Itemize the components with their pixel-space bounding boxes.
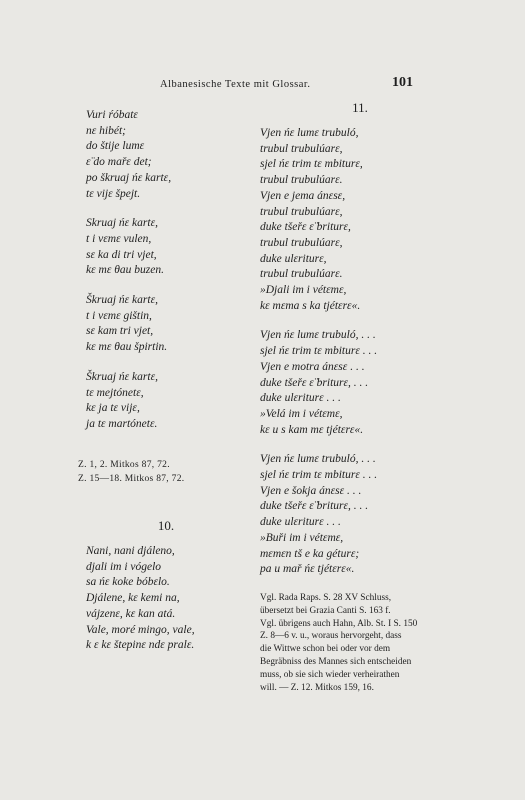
poem-line: vájzenε, kε kan atá. [86,607,176,620]
running-header: Albanesische Texte mit Glossar. [160,79,311,90]
footnote-line: Z. 8—6 v. u., woraus hervorgeht, dass [260,631,402,642]
footnote-line: übersetzt bei Grazia Canti S. 163 f. [260,605,391,616]
poem-line: Vjen ńε lumε trubuló, [260,127,359,139]
poem-line: Vale, moré mingo, vale, [86,623,195,636]
poem-number: 11. [352,100,368,115]
poem-line: pa u mař ńε tjétεrε«. [260,563,355,576]
poem-line: kε mε θau špirtin. [86,341,168,354]
left-column [86,108,246,447]
poem-line: trubul trubulúarε, [260,236,343,249]
poem-line: duke tšeřε ε̈ briturε, [260,221,351,234]
poem-line: Nani, nani djáleno, [86,545,175,557]
poem-line: duke ulεriturε . . . [260,392,341,405]
poem-line: sε kam tri vjet, [86,325,154,338]
poem-number: 10. [157,518,175,533]
poem-line: mεmεn tš e ka géturε; [260,547,360,560]
poem-line: Vuri ŕóbatε [86,109,138,121]
poem-line: ε̈ do mařε det; [86,156,152,169]
poem-9-stanza-4 [86,370,246,433]
poem-line: Vjen ńε lumε trubuló, . . . [260,453,376,466]
poem-line: t i vεmε gištin, [86,309,152,322]
poem-line: kε u s kam mε tjétεrε«. [260,423,364,436]
poem-9-stanza-3 [86,293,246,356]
poem-line: do štije lumε [86,140,145,153]
poem-line: ja tε martónetε. [86,417,158,430]
poem-line: »Djali im i vétεmε, [260,284,347,297]
poem-9-stanza-2 [86,216,246,279]
poem-line: kε ja tε vijε, [86,402,140,415]
footnote-line: will. — Z. 12. Mitkos 159, 16. [260,682,374,693]
poem-line: tε vijε špejt. [86,187,141,200]
poem-line: Škruaj ńε kartε, [86,294,158,307]
poem-9-stanza-1 [86,108,246,202]
poem-line: nε hibét; [86,124,126,137]
poem-line: duke tšeřε ε̈ briturε, . . . [260,376,369,389]
poem-line: Vjen e jema ánεsε, [260,189,346,202]
poem-line: t i vεmε vulen, [86,232,152,245]
poem-line: po škruaj ńε kartε, [86,171,172,184]
page-number: 101 [392,75,413,90]
poem-line: k ε kε štepinε ndε pralε. [86,639,195,652]
footnote-line: Begräbniss des Mannes sich entscheiden [260,656,412,667]
poem-line: sjel ńε trim tε mbiturε . . . [260,469,378,482]
poem-line: sε ka di tri vjet, [86,248,157,261]
poem-line: trubul trubulúarε. [260,268,343,281]
line-reference: Z. 1, 2. Mitkos 87, 72. [78,460,170,470]
line-reference: Z. 15—18. Mitkos 87, 72. [78,474,185,484]
poem-10 [86,518,246,654]
poem-line: duke ulεriturε . . . [260,516,341,529]
poem-line: duke tšeřε ε̈ briturε, . . . [260,500,369,513]
poem-line: kε mεma s ka tjétεrε«. [260,299,361,312]
footnote-line: Vgl. Rada Raps. S. 28 XV Schluss, [260,593,392,603]
poem-line: trubul trubulúarε, [260,142,343,155]
poem-11-stanza-3 [260,452,460,578]
footnote [260,592,462,694]
poem-11-stanza-2 [260,328,460,438]
poem-line: djali im i vógelo [86,560,162,573]
poem-line: trubul trubulúarε. [260,174,343,187]
poem-line: trubul trubulúarε, [260,205,343,218]
poem-line: sjel ńε trim tε mbiturε, [260,158,363,171]
right-column [260,100,460,592]
poem-line: Vjen e motra ánεsε . . . [260,360,365,373]
poem-line: Vjen e šokja ánεsε . . . [260,484,362,497]
poem-line: Vjen ńε lumε trubuló, . . . [260,329,376,342]
poem-line: »Buři im i vétεmε, [260,531,344,544]
poem-line: Skruaj ńε kartε, [86,217,158,230]
poem-line: sjel ńε trim tε mbiturε . . . [260,345,378,358]
footnote-line: Vgl. übrigens auch Hahn, Alb. St. I S. 150 [260,618,418,629]
poem-line: tε mejtónetε, [86,386,144,399]
poem-line: »Velá im i vétεmε, [260,407,343,420]
poem-line: Djálene, kε kemi na, [86,592,180,605]
poem-line: sa ńε koke bóbεlo. [86,576,170,589]
poem-line: kε mε θau buzen. [86,264,164,277]
poem-line: duke ulεriturε, [260,252,327,265]
poem-line: Škruaj ńε kartε, [86,370,158,383]
poem-11-stanza-1 [260,126,460,314]
footnote-line: die Wittwe schon bei oder vor dem [260,644,391,655]
footnote-line: muss, ob sie sich wieder verheirathen [260,669,400,680]
